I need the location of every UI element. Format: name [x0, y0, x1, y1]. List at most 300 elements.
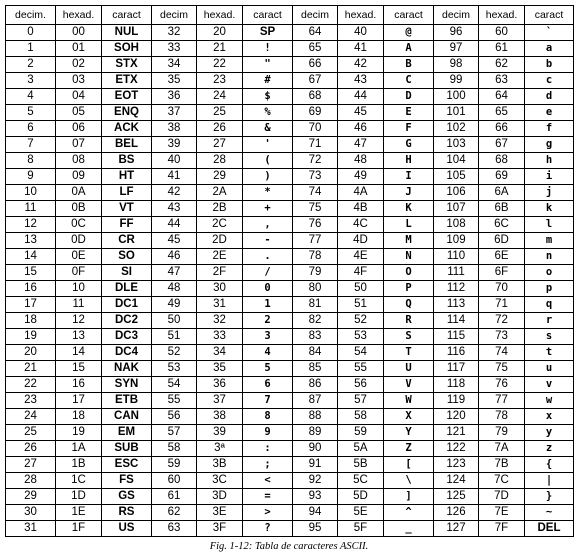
character-cell: x [525, 409, 574, 425]
character-cell: u [525, 361, 574, 377]
character-cell: , [243, 217, 293, 233]
hex-cell: 0D [56, 233, 102, 249]
decimal-cell: 60 [152, 473, 197, 489]
decimal-cell: 22 [6, 377, 56, 393]
character-cell: ` [525, 25, 574, 41]
character-cell: { [525, 457, 574, 473]
table-row [6, 361, 574, 377]
decimal-cell: 20 [6, 345, 56, 361]
hex-cell: 7E [479, 505, 525, 521]
decimal-cell: 127 [434, 521, 479, 537]
character-cell: ENQ [102, 105, 152, 121]
decimal-cell: 120 [434, 409, 479, 425]
character-cell: p [525, 281, 574, 297]
hex-cell: 13 [56, 329, 102, 345]
decimal-cell: 27 [6, 457, 56, 473]
character-cell: EOT [102, 89, 152, 105]
character-cell: EM [102, 425, 152, 441]
character-cell: r [525, 313, 574, 329]
hex-cell: 73 [479, 329, 525, 345]
decimal-cell: 31 [6, 521, 56, 537]
decimal-cell: 37 [152, 105, 197, 121]
decimal-cell: 57 [152, 425, 197, 441]
character-cell: GS [102, 489, 152, 505]
decimal-cell: 46 [152, 249, 197, 265]
character-cell: % [243, 105, 293, 121]
character-cell: c [525, 73, 574, 89]
character-cell: 5 [243, 361, 293, 377]
decimal-cell: 8 [6, 153, 56, 169]
hex-cell: 2D [197, 233, 243, 249]
hex-cell: 35 [197, 361, 243, 377]
decimal-cell: 14 [6, 249, 56, 265]
decimal-cell: 98 [434, 57, 479, 73]
decimal-cell: 12 [6, 217, 56, 233]
hex-cell: 40 [338, 25, 384, 41]
hex-cell: 3B [197, 457, 243, 473]
character-cell: ] [384, 489, 434, 505]
character-cell: ) [243, 169, 293, 185]
hex-cell: 79 [479, 425, 525, 441]
character-cell: ^ [384, 505, 434, 521]
decimal-cell: 119 [434, 393, 479, 409]
character-cell: ACK [102, 121, 152, 137]
hex-cell: 29 [197, 169, 243, 185]
decimal-cell: 126 [434, 505, 479, 521]
hex-cell: 33 [197, 329, 243, 345]
character-cell: k [525, 201, 574, 217]
character-cell: = [243, 489, 293, 505]
character-cell: ETB [102, 393, 152, 409]
hex-cell: 30 [197, 281, 243, 297]
table-row [6, 25, 574, 41]
hex-cell: 18 [56, 409, 102, 425]
decimal-cell: 84 [293, 345, 338, 361]
character-cell: CAN [102, 409, 152, 425]
hex-cell: 1D [56, 489, 102, 505]
hex-cell: 03 [56, 73, 102, 89]
table-row [6, 73, 574, 89]
hex-cell: 1A [56, 441, 102, 457]
character-cell: DC1 [102, 297, 152, 313]
decimal-cell: 59 [152, 457, 197, 473]
hex-cell: 1C [56, 473, 102, 489]
decimal-cell: 16 [6, 281, 56, 297]
hex-cell: 44 [338, 89, 384, 105]
decimal-cell: 6 [6, 121, 56, 137]
hex-cell: 54 [338, 345, 384, 361]
character-cell: ESC [102, 457, 152, 473]
table-row [6, 521, 574, 537]
decimal-cell: 99 [434, 73, 479, 89]
character-cell: O [384, 265, 434, 281]
hex-cell: 08 [56, 153, 102, 169]
decimal-cell: 50 [152, 313, 197, 329]
character-cell: ' [243, 137, 293, 153]
character-cell: NUL [102, 25, 152, 41]
hex-cell: 2E [197, 249, 243, 265]
hex-cell: 69 [479, 169, 525, 185]
character-cell: SUB [102, 441, 152, 457]
decimal-cell: 114 [434, 313, 479, 329]
decimal-cell: 39 [152, 137, 197, 153]
character-cell: SOH [102, 41, 152, 57]
character-cell: g [525, 137, 574, 153]
hex-cell: 3E [197, 505, 243, 521]
character-cell: DC2 [102, 313, 152, 329]
hex-cell: 55 [338, 361, 384, 377]
decimal-cell: 118 [434, 377, 479, 393]
decimal-cell: 77 [293, 233, 338, 249]
hex-cell: 4F [338, 265, 384, 281]
hex-cell: 7A [479, 441, 525, 457]
decimal-cell: 41 [152, 169, 197, 185]
hex-cell: 15 [56, 361, 102, 377]
decimal-cell: 73 [293, 169, 338, 185]
hex-cell: 43 [338, 73, 384, 89]
decimal-cell: 68 [293, 89, 338, 105]
character-cell: DLE [102, 281, 152, 297]
table-row [6, 345, 574, 361]
character-cell: J [384, 185, 434, 201]
decimal-cell: 91 [293, 457, 338, 473]
character-cell: C [384, 73, 434, 89]
character-cell: I [384, 169, 434, 185]
table-row [6, 137, 574, 153]
hex-cell: 04 [56, 89, 102, 105]
hex-cell: 6E [479, 249, 525, 265]
table-row [6, 441, 574, 457]
table-row [6, 169, 574, 185]
hex-cell: 7F [479, 521, 525, 537]
character-cell: / [243, 265, 293, 281]
character-cell: G [384, 137, 434, 153]
character-cell: " [243, 57, 293, 73]
table-row [6, 89, 574, 105]
hex-cell: 27 [197, 137, 243, 153]
hex-cell: 72 [479, 313, 525, 329]
decimal-cell: 89 [293, 425, 338, 441]
character-cell: h [525, 153, 574, 169]
character-cell: ~ [525, 505, 574, 521]
hex-cell: 76 [479, 377, 525, 393]
decimal-cell: 81 [293, 297, 338, 313]
figure-caption: Fig. 1-12: Tabla de caracteres ASCII. [209, 541, 369, 552]
hex-cell: 57 [338, 393, 384, 409]
decimal-cell: 28 [6, 473, 56, 489]
decimal-cell: 40 [152, 153, 197, 169]
hex-cell: 2B [197, 201, 243, 217]
character-cell: $ [243, 89, 293, 105]
character-cell: * [243, 185, 293, 201]
column-header: hexad. [479, 6, 525, 25]
character-cell: Q [384, 297, 434, 313]
decimal-cell: 4 [6, 89, 56, 105]
decimal-cell: 100 [434, 89, 479, 105]
hex-cell: 00 [56, 25, 102, 41]
character-cell: ETX [102, 73, 152, 89]
hex-cell: 61 [479, 41, 525, 57]
hex-cell: 28 [197, 153, 243, 169]
decimal-cell: 26 [6, 441, 56, 457]
hex-cell: 39 [197, 425, 243, 441]
hex-cell: 51 [338, 297, 384, 313]
character-cell: VT [102, 201, 152, 217]
hex-cell: 17 [56, 393, 102, 409]
character-cell: v [525, 377, 574, 393]
decimal-cell: 83 [293, 329, 338, 345]
decimal-cell: 51 [152, 329, 197, 345]
character-cell: E [384, 105, 434, 121]
character-cell: 7 [243, 393, 293, 409]
character-cell: SI [102, 265, 152, 281]
character-cell: | [525, 473, 574, 489]
decimal-cell: 38 [152, 121, 197, 137]
character-cell: F [384, 121, 434, 137]
hex-cell: 20 [197, 25, 243, 41]
hex-cell: 10 [56, 281, 102, 297]
character-cell: NAK [102, 361, 152, 377]
table-row [6, 265, 574, 281]
hex-cell: 60 [479, 25, 525, 41]
decimal-cell: 117 [434, 361, 479, 377]
character-cell: t [525, 345, 574, 361]
hex-cell: 47 [338, 137, 384, 153]
character-cell: T [384, 345, 434, 361]
decimal-cell: 122 [434, 441, 479, 457]
character-cell: M [384, 233, 434, 249]
character-cell: } [525, 489, 574, 505]
character-cell: 1 [243, 297, 293, 313]
hex-cell: 49 [338, 169, 384, 185]
hex-cell: 1F [56, 521, 102, 537]
decimal-cell: 24 [6, 409, 56, 425]
decimal-cell: 109 [434, 233, 479, 249]
decimal-cell: 13 [6, 233, 56, 249]
hex-cell: 1B [56, 457, 102, 473]
hex-cell: 68 [479, 153, 525, 169]
decimal-cell: 52 [152, 345, 197, 361]
hex-cell: 5E [338, 505, 384, 521]
decimal-cell: 63 [152, 521, 197, 537]
decimal-cell: 121 [434, 425, 479, 441]
hex-cell: 02 [56, 57, 102, 73]
decimal-cell: 5 [6, 105, 56, 121]
table-row [6, 41, 574, 57]
hex-cell: 19 [56, 425, 102, 441]
character-cell: ! [243, 41, 293, 57]
hex-cell: 6A [479, 185, 525, 201]
character-cell: a [525, 41, 574, 57]
hex-cell: 65 [479, 105, 525, 121]
hex-cell: 64 [479, 89, 525, 105]
table-row [6, 217, 574, 233]
decimal-cell: 9 [6, 169, 56, 185]
character-cell: + [243, 201, 293, 217]
decimal-cell: 0 [6, 25, 56, 41]
decimal-cell: 86 [293, 377, 338, 393]
decimal-cell: 94 [293, 505, 338, 521]
column-header: caract [525, 6, 574, 25]
hex-cell: 0C [56, 217, 102, 233]
character-cell: 4 [243, 345, 293, 361]
decimal-cell: 15 [6, 265, 56, 281]
decimal-cell: 65 [293, 41, 338, 57]
decimal-cell: 102 [434, 121, 479, 137]
decimal-cell: 25 [6, 425, 56, 441]
decimal-cell: 75 [293, 201, 338, 217]
decimal-cell: 67 [293, 73, 338, 89]
decimal-cell: 74 [293, 185, 338, 201]
hex-cell: 59 [338, 425, 384, 441]
hex-cell: 45 [338, 105, 384, 121]
hex-cell: 63 [479, 73, 525, 89]
hex-cell: 5B [338, 457, 384, 473]
hex-cell: 53 [338, 329, 384, 345]
character-cell: & [243, 121, 293, 137]
column-header: hexad. [56, 6, 102, 25]
character-cell: W [384, 393, 434, 409]
hex-cell: 66 [479, 121, 525, 137]
hex-cell: 5D [338, 489, 384, 505]
hex-cell: 4A [338, 185, 384, 201]
character-cell: X [384, 409, 434, 425]
table-row [6, 329, 574, 345]
table-row [6, 505, 574, 521]
character-cell: S [384, 329, 434, 345]
header-row [6, 6, 574, 25]
ascii-table-container [5, 5, 574, 537]
decimal-cell: 17 [6, 297, 56, 313]
character-cell: RS [102, 505, 152, 521]
decimal-cell: 29 [6, 489, 56, 505]
decimal-cell: 97 [434, 41, 479, 57]
character-cell: SYN [102, 377, 152, 393]
character-cell: HT [102, 169, 152, 185]
column-header: decim [434, 6, 479, 25]
decimal-cell: 72 [293, 153, 338, 169]
hex-cell: 71 [479, 297, 525, 313]
hex-cell: 3F [197, 521, 243, 537]
decimal-cell: 92 [293, 473, 338, 489]
hex-cell: 7B [479, 457, 525, 473]
hex-cell: 09 [56, 169, 102, 185]
decimal-cell: 115 [434, 329, 479, 345]
decimal-cell: 58 [152, 441, 197, 457]
hex-cell: 22 [197, 57, 243, 73]
character-cell: BEL [102, 137, 152, 153]
hex-cell: 34 [197, 345, 243, 361]
decimal-cell: 90 [293, 441, 338, 457]
character-cell: o [525, 265, 574, 281]
hex-cell: 16 [56, 377, 102, 393]
decimal-cell: 19 [6, 329, 56, 345]
character-cell: ; [243, 457, 293, 473]
decimal-cell: 47 [152, 265, 197, 281]
character-cell: \ [384, 473, 434, 489]
hex-cell: 5C [338, 473, 384, 489]
character-cell: FS [102, 473, 152, 489]
decimal-cell: 49 [152, 297, 197, 313]
hex-cell: 06 [56, 121, 102, 137]
decimal-cell: 105 [434, 169, 479, 185]
character-cell: STX [102, 57, 152, 73]
hex-cell: 3D [197, 489, 243, 505]
hex-cell: 0F [56, 265, 102, 281]
decimal-cell: 43 [152, 201, 197, 217]
decimal-cell: 62 [152, 505, 197, 521]
column-header: hexad. [338, 6, 384, 25]
hex-cell: 6C [479, 217, 525, 233]
character-cell: 2 [243, 313, 293, 329]
decimal-cell: 44 [152, 217, 197, 233]
character-cell: CR [102, 233, 152, 249]
decimal-cell: 104 [434, 153, 479, 169]
character-cell: d [525, 89, 574, 105]
hex-cell: 31 [197, 297, 243, 313]
decimal-cell: 87 [293, 393, 338, 409]
hex-cell: 77 [479, 393, 525, 409]
decimal-cell: 95 [293, 521, 338, 537]
decimal-cell: 107 [434, 201, 479, 217]
hex-cell: 48 [338, 153, 384, 169]
table-row [6, 409, 574, 425]
character-cell: ( [243, 153, 293, 169]
column-header: caract [243, 6, 293, 25]
decimal-cell: 45 [152, 233, 197, 249]
table-row [6, 489, 574, 505]
decimal-cell: 116 [434, 345, 479, 361]
character-cell: ? [243, 521, 293, 537]
decimal-cell: 21 [6, 361, 56, 377]
table-row [6, 201, 574, 217]
character-cell: SP [243, 25, 293, 41]
character-cell: FF [102, 217, 152, 233]
hex-cell: 23 [197, 73, 243, 89]
table-row [6, 473, 574, 489]
character-cell: z [525, 441, 574, 457]
decimal-cell: 82 [293, 313, 338, 329]
hex-cell: 38 [197, 409, 243, 425]
hex-cell: 1E [56, 505, 102, 521]
character-cell: Z [384, 441, 434, 457]
character-cell: m [525, 233, 574, 249]
hex-cell: 70 [479, 281, 525, 297]
hex-cell: 3C [197, 473, 243, 489]
character-cell: j [525, 185, 574, 201]
decimal-cell: 11 [6, 201, 56, 217]
hex-cell: 2A [197, 185, 243, 201]
hex-cell: 07 [56, 137, 102, 153]
character-cell: > [243, 505, 293, 521]
hex-cell: 2C [197, 217, 243, 233]
character-cell: SO [102, 249, 152, 265]
character-cell: LF [102, 185, 152, 201]
character-cell: s [525, 329, 574, 345]
decimal-cell: 112 [434, 281, 479, 297]
character-cell: < [243, 473, 293, 489]
decimal-cell: 34 [152, 57, 197, 73]
decimal-cell: 96 [434, 25, 479, 41]
decimal-cell: 103 [434, 137, 479, 153]
decimal-cell: 80 [293, 281, 338, 297]
hex-cell: 0A [56, 185, 102, 201]
character-cell: _ [384, 521, 434, 537]
character-cell: f [525, 121, 574, 137]
hex-cell: 26 [197, 121, 243, 137]
decimal-cell: 123 [434, 457, 479, 473]
decimal-cell: 35 [152, 73, 197, 89]
